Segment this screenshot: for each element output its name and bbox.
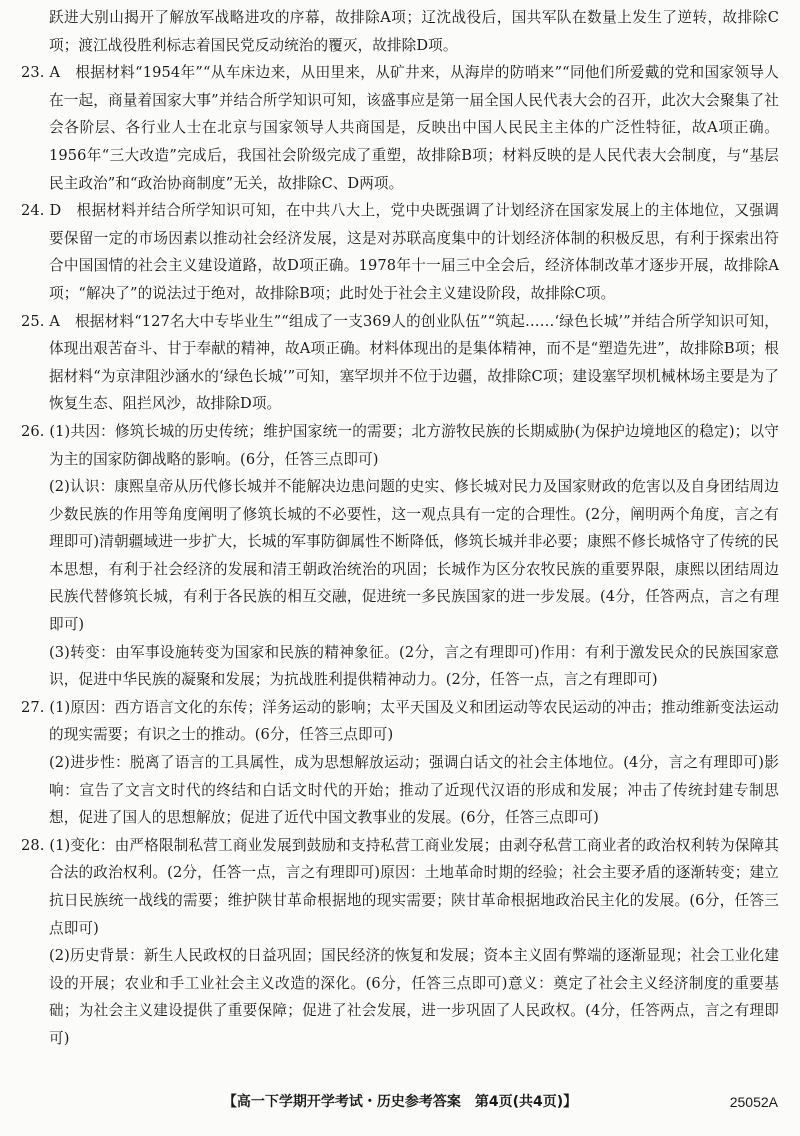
answer-26-part-3: (3)转变：由军事设施转变为国家和民族的精神象征。(2分，言之有理即可)作用：有利于激发民众的民族国家意识，促进中华民族的凝聚和发展；为抗战胜利提供精神动力。(2分，任答一点，言之有理即可) — [49, 643, 779, 689]
footer-code: 25052A — [729, 1094, 778, 1110]
answer-25: 25. A 根据材料“127名大中专毕业生”“组成了一支369人的创业队伍”“筑起……‘绿色长城’”并结合所学知识可知，体现出艰苦奋斗、甘于奉献的精神，故A项正确。材料体现出的是集体精神，而不是“塑造先进”，故排除B项；根据材料“为京津阻沙涵水的‘绿色长城’”可知，塞罕坝并不位于边疆，故排除C项；建设塞罕坝机械林场主要是为了恢复生态、阻拦风沙，故排除D项。 — [21, 312, 779, 413]
answer-24: 24. D 根据材料并结合所学知识可知，在中共八大上，党中央既强调了计划经济在国家发展上的主体地位，又强调要保留一定的市场因素以推动社会经济发展，这是对苏联高度集中的计划经济体制的积极反思，有利于探索出符合中国国情的社会主义建设道路，故D项正确。1978年十一届三中全会后，经济体制改革才逐步开展，故排除A项；“解决了”的说法过于绝对，故排除B项；此时处于社会主义建设阶段，故排除C项。 — [21, 202, 779, 302]
answer-28-part-2: (2)历史背景：新生人民政权的日益巩固；国民经济的恢复和发展；资本主义固有弊端的逐渐显现；社会工业化建设的开展；农业和手工业社会主义改造的深化。(6分，任答三点即可)意义：奠定了社会主义经济制度的重要基础；为社会主义建设提供了重要保障；促进了社会发展，进一步巩固了人民政权。(4分，任答两点，言之有理即可) — [49, 947, 779, 1047]
footer-title: 【高一下学期开学考试・历史参考答案 第4页(共4页)】 — [222, 1094, 578, 1110]
answer-28-part-1: 28. (1)变化：由严格限制私营工商业发展到鼓励和支持私营工商业发展；由剥夺私营工商业者的政治权利转为保障其合法的政治权利。(2分，任答一点，言之有理即可)原因：土地革命时期的经验；社会主要矛盾的逐渐转变；建立抗日民族统一战线的需要；维护陕甘革命根据地的现实需要；陕甘革命根据地政治民主化的发展。(6分，任答三点即可) — [21, 836, 779, 937]
answer-27-part-1: 27. (1)原因：西方语言文化的东传；洋务运动的影响；太平天国及义和团运动等农民运动的冲击；推动维新变法运动的现实需要；有识之士的推动。(6分，任答三点即可) — [21, 698, 779, 744]
answer-26-part-2: (2)认识：康熙皇帝从历代修长城并不能解决边患问题的史实、修长城对民力及国家财政的危害以及自身团结周边少数民族的作用等角度阐明了修筑长城的不必要性，这一观点具有一定的合理性。(2分，阐明两个角度，言之有理即可)清朝疆域进一步扩大，长城的军事防御属性不断降低，修筑长城并非必要；康熙不修长城恪守了传统的民本思想，有利于社会经济的发展和清王朝政治统治的巩固；长城作为区分农牧民族的重要界限，康熙以团结周边民族代替修筑长城，有利于各民族的相互交融，促进统一多民族国家的进一步发展。(4分，任答两点，言之有理即可) — [49, 478, 779, 634]
answer-27-part-2: (2)进步性：脱离了语言的工具属性，成为思想解放运动；强调白话文的社会主体地位。(4分，言之有理即可)影响：宣告了文言文时代的终结和白话文时代的开始；推动了近现代汉语的形成和发展；冲击了传统封建专制思想，促进了国人的思想解放；促进了近代中国文教事业的发展。(6分，任答三点即可) — [49, 754, 779, 827]
answer-22-continuation: 跃进大别山揭开了解放军战略进攻的序幕，故排除A项；辽沈战役后，国共军队在数量上发生了逆转，故排除C项；渡江战役胜利标志着国民党反动统治的覆灭，故排除D项。 — [49, 9, 779, 54]
page-footer — [0, 1090, 800, 1114]
answer-23: 23. A 根据材料“1954年”“从车床边来，从田里来，从矿井来，从海岸的防哨来”“同他们所爱戴的党和国家领导人在一起，商量着国家大事”并结合所学知识可知，该盛事应是第一届全国人民代表大会的召开，此次大会聚集了社会各阶层、各行业人士在北京与国家领导人共商国是，反映出中国人民民主主体的广泛性特征，故A项正确。1956年“三大改造”完成后，我国社会阶级完成了重塑，故排除B项；材料反映的是人民代表大会制度，与“基层民主政治”和“政治协商制度”无关，故排除C、D两项。 — [21, 64, 779, 192]
answer-content — [21, 4, 779, 1053]
answer-26-part-1: 26. (1)共因：修筑长城的历史传统；维护国家统一的需要；北方游牧民族的长期威胁(为保护边境地区的稳定)；以守为主的国家防御战略的影响。(6分，任答三点即可) — [21, 422, 779, 468]
